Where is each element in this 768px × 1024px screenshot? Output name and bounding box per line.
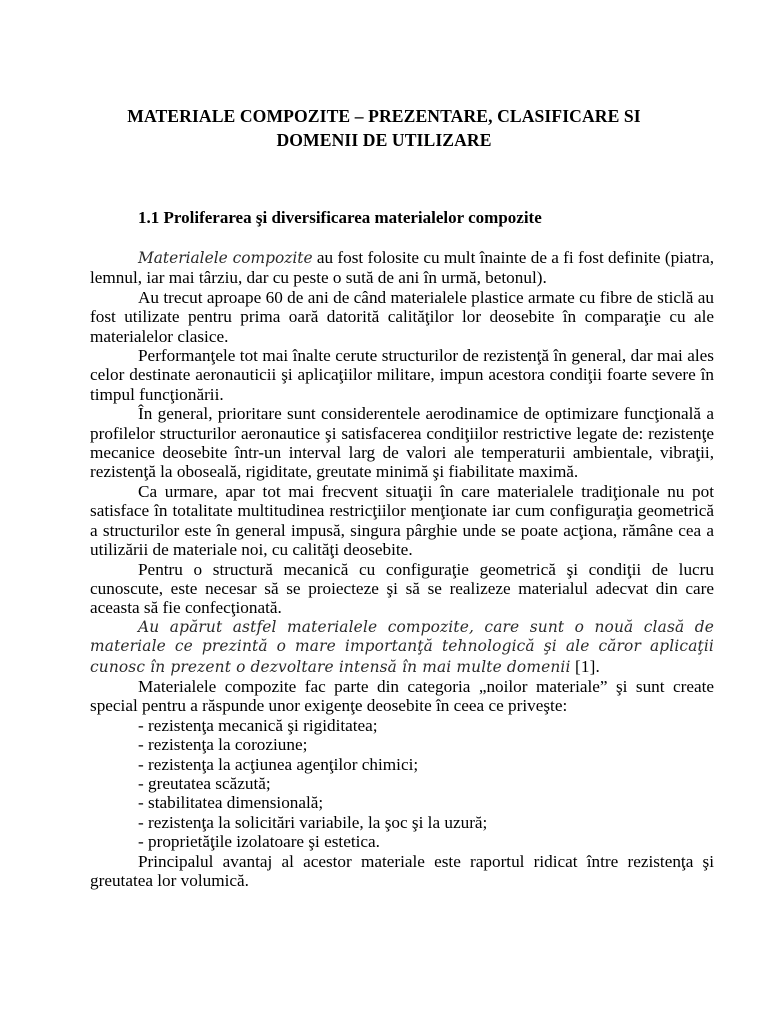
body-text [90,248,714,890]
document-title [60,104,708,152]
list-item: - rezistenţa la solicitări variabile, la şoc şi la uzură; [138,812,488,832]
list-intro-paragraph: Materialele compozite fac parte din categoria „noilor materiale” şi sunt create special pentru a răspunde unor exigenţe deosebite în ceea ce priveşte: [90,676,714,716]
paragraph: Performanţele tot mai înalte cerute structurilor de rezistenţă în general, dar mai ales celor destinate aeronauticii şi aplicaţiilor militare, impun acestora condiţii foarte severe în timpul funcţionării. [90,346,714,404]
paragraph: Ca urmare, apar tot mai frecvent situaţii în care materialele tradiţionale nu pot satisface în totalitate multitudinea restricţiilor menţionate iar cum configuraţia geometrică a structurilor este în general impusă, singura pârghie unde se poate acţiona, rămâne cea a utilizării de materiale noi, cu calităţi deosebite. [90,481,714,560]
title-line-1: MATERIALE COMPOZITE – PREZENTARE, CLASIFICARE SI [127,106,641,126]
title-line-2: DOMENII DE UTILIZARE [276,130,492,150]
intro-rest: au fost folosite cu mult înainte de a fi fost definite (piatra, lemnul, iar mai târziu, dar cu peste o sută de ani în urmă, betonul). [90,248,714,288]
reference-marker: [1]. [570,656,600,676]
paragraph: Pentru o structură mecanică cu configuraţie geometrică şi condiţii de lucru cunoscute, este necesar să se proiecteze şi să se realizeze materialul adecvat din care aceasta să fie confecţionată. [90,559,714,618]
list-item: - rezistenţa la acţiunea agenţilor chimici; [138,754,419,774]
requirements-list [90,716,714,852]
list-item: - proprietăţile izolatoare şi estetica. [138,832,380,852]
list-item: - stabilitatea dimensională; [138,793,324,813]
section-heading: 1.1 Proliferarea şi diversificarea materialelor compozite [138,208,542,227]
list-item: - rezistenţa la coroziune; [138,735,308,755]
intro-paragraph [90,248,714,288]
italic-text: Au apărut astfel materialele compozite, care sunt o nouă clasă de materiale ce prezintă o mare importanţă tehnologică şi ale căror aplicaţii cunosc în prezent o dezvoltare intensă în mai multe domenii [90,617,714,676]
list-item: - greutatea scăzută; [138,773,271,793]
paragraph: În general, prioritare sunt considerentele aerodinamice de optimizare funcţională a profilelor structurilor aeronautice şi satisfacerea condiţiilor restrictive legate de: rezistenţe mecanice deosebite într-un interval larg de valori ale temperaturii ambientale, vibraţii, rezistenţă la oboseală, rigiditate, greutate minimă şi fiabilitate maximă. [90,404,714,482]
paragraph: Au trecut aproape 60 de ani de când materialele plastice armate cu fibre de sticlă au fost utilizate pentru prima oară datorită calităţilor lor deosebite în comparaţie cu ale materialelor clasice. [90,287,714,346]
list-item: - rezistenţa mecanică şi rigiditatea; [138,715,378,735]
closing-paragraph: Principalul avantaj al acestor materiale este raportul ridicat între rezistenţa şi greutatea lor volumică. [90,851,714,890]
intro-emphasis: Materialele compozite [138,249,313,267]
italic-paragraph [90,618,714,677]
